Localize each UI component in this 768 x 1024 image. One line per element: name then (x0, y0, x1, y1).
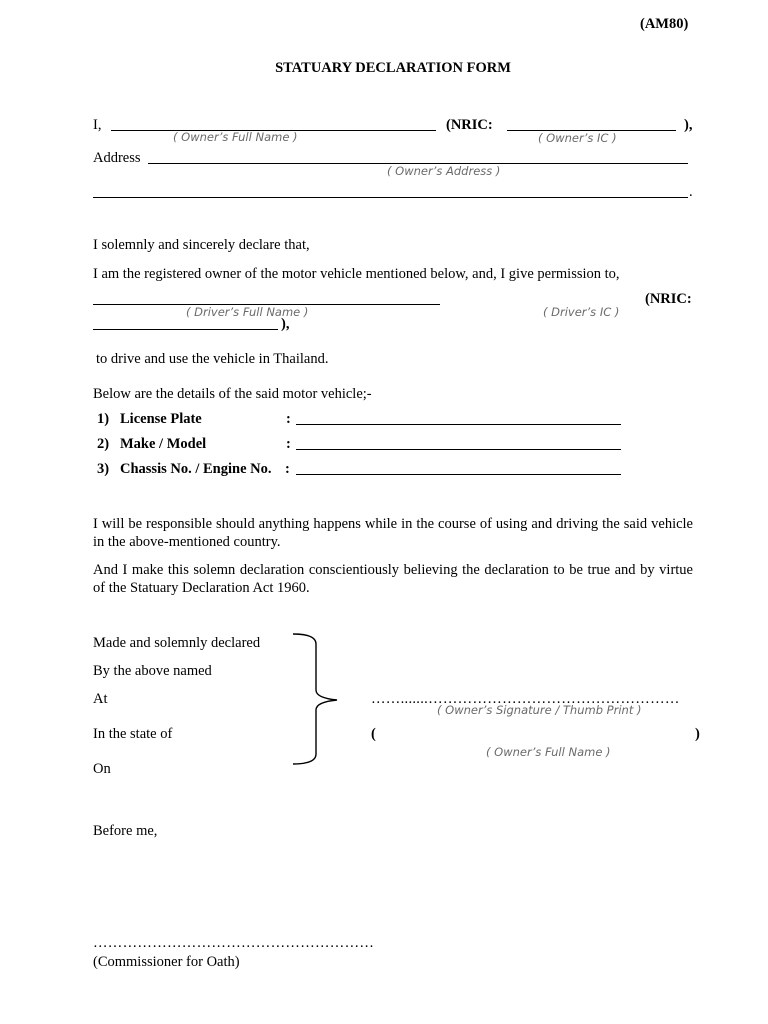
owner-full-name-hint: ( Owner’s Full Name ) (486, 745, 611, 759)
responsibility-paragraph: I will be responsible should anything happens while in the course of using and driving the said vehicle in the above-mentioned country. (93, 516, 693, 550)
solemn-paragraph: And I make this solemn declaration conscientiously believing the declaration to be true and by virtue of the Statuary Declaration Act 1960. (93, 562, 693, 596)
vehicle-field-num-3: 3) (97, 461, 110, 477)
page-title: STATUARY DECLARATION FORM (275, 60, 511, 76)
owner-ic-hint: ( Owner’s IC ) (538, 131, 617, 145)
owner-name-close-paren: ) (695, 726, 700, 742)
owner-address-hint: ( Owner’s Address ) (387, 164, 501, 178)
vehicle-field-num-1: 1) (97, 411, 110, 427)
commissioner-signature-field[interactable]: ………………………………………………… (93, 935, 375, 951)
chassis-engine-label: Chassis No. / Engine No. (120, 461, 272, 477)
owner-nric-close: ), (684, 117, 693, 133)
license-plate-label: License Plate (120, 411, 202, 427)
address-field-line-2[interactable] (93, 197, 688, 198)
make-model-colon: : (286, 436, 291, 452)
at-label: At (93, 691, 108, 707)
state-label: In the state of (93, 726, 173, 742)
make-model-label: Make / Model (120, 436, 207, 452)
license-plate-field[interactable] (296, 424, 621, 425)
drive-line: to drive and use the vehicle in Thailand. (96, 351, 329, 367)
address-label: Address (93, 150, 141, 166)
chassis-engine-colon: : (285, 461, 290, 477)
make-model-field[interactable] (296, 449, 621, 450)
owner-name-open-paren: ( (371, 726, 376, 742)
address-end: . (689, 184, 693, 200)
driver-ic-hint: ( Driver’s IC ) (543, 305, 620, 319)
license-plate-colon: : (286, 411, 291, 427)
details-intro: Below are the details of the said motor vehicle;- (93, 386, 372, 402)
driver-nric-label: (NRIC: (645, 291, 692, 307)
owner-signature-field[interactable]: …….......…………………………………………… (371, 691, 680, 707)
made-declared-label: Made and solemnly declared (93, 635, 261, 651)
right-brace-icon (290, 632, 342, 767)
by-above-named-label: By the above named (93, 663, 212, 679)
commissioner-label: (Commissioner for Oath) (93, 954, 240, 970)
driver-name-hint: ( Driver’s Full Name ) (186, 305, 309, 319)
owner-nric-label: (NRIC: (446, 117, 493, 133)
owner-signature-hint: ( Owner’s Signature / Thumb Print ) (437, 703, 642, 717)
declare-line: I solemnly and sincerely declare that, (93, 237, 310, 253)
form-code: (AM80) (640, 16, 689, 32)
on-label: On (93, 761, 111, 777)
driver-ic-field[interactable] (93, 329, 278, 330)
vehicle-field-num-2: 2) (97, 436, 110, 452)
chassis-engine-field[interactable] (296, 474, 621, 475)
before-me-label: Before me, (93, 823, 158, 839)
owner-name-hint: ( Owner’s Full Name ) (173, 130, 298, 144)
i-label: I, (93, 117, 102, 133)
owner-full-name-field[interactable] (385, 724, 690, 744)
permission-line: I am the registered owner of the motor vehicle mentioned below, and, I give permission to, (93, 266, 620, 282)
driver-nric-close: ), (281, 316, 290, 332)
